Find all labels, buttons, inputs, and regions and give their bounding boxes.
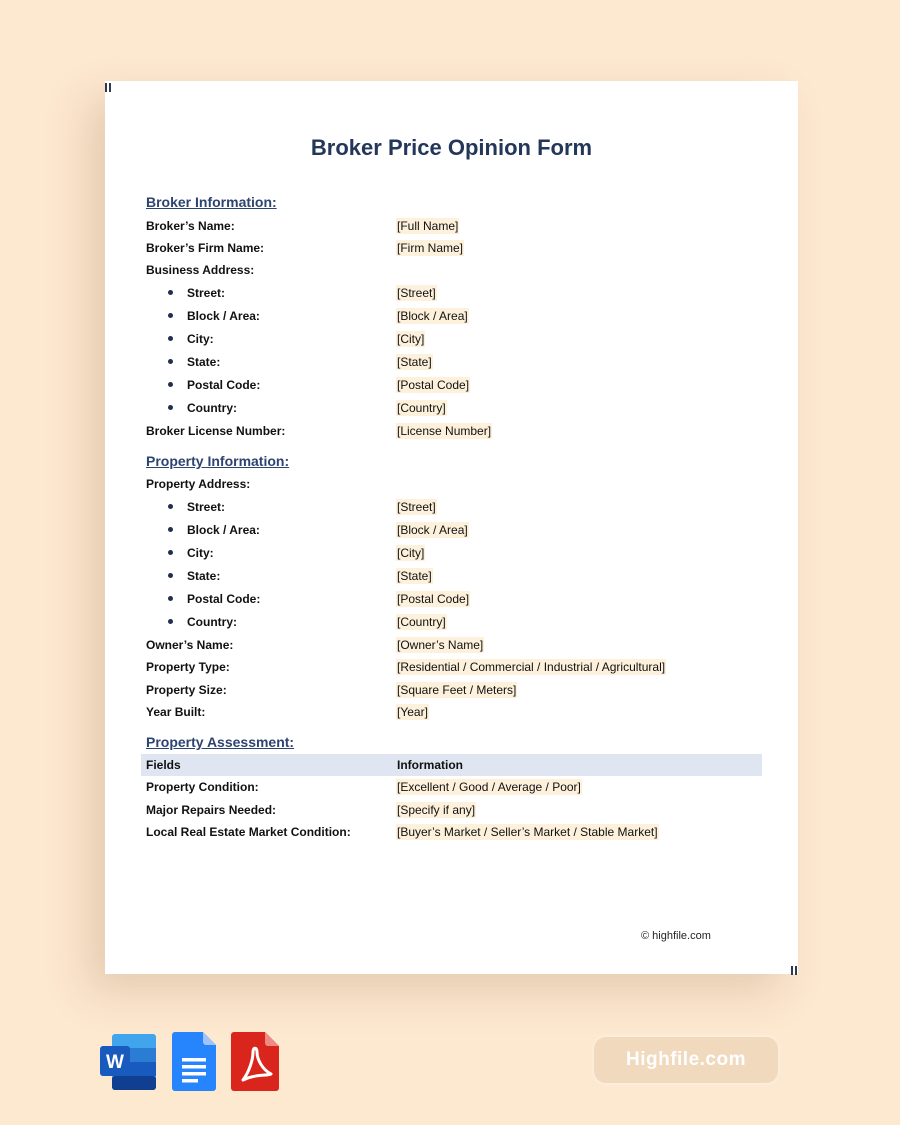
property-postal-row [141,588,762,610]
field-label: Postal Code: [187,378,261,392]
property-size-row [141,679,762,701]
broker-state-field[interactable]: [State] [397,355,432,369]
property-street-field[interactable]: [Street] [397,500,436,514]
field-label: Country: [187,401,237,415]
word-icon[interactable] [100,1030,158,1092]
property-type-row [141,656,762,678]
broker-license-field[interactable]: [License Number] [397,424,492,438]
broker-street-row [141,282,762,304]
bullet-icon [168,382,173,387]
field-label: Broker’s Firm Name: [146,241,265,255]
major-repairs-field[interactable]: [Specify if any] [397,803,476,817]
broker-postal-field[interactable]: [Postal Code] [397,378,470,392]
bullet-icon [168,596,173,601]
bullet-icon [168,550,173,555]
highfile-brand-badge[interactable]: Highfile.com [594,1037,778,1083]
field-label: Broker’s Name: [146,219,235,233]
broker-city-row [141,328,762,350]
field-label: Street: [187,286,226,300]
field-label: Street: [187,500,226,514]
property-state-field[interactable]: [State] [397,569,432,583]
field-label: State: [187,355,221,369]
broker-section-heading: Broker Information: [146,194,277,210]
svg-text:W: W [106,1052,124,1073]
market-condition-field[interactable]: [Buyer’s Market / Seller’s Market / Stable Market] [397,825,658,839]
property-type-field[interactable]: [Residential / Commercial / Industrial / Agricultural] [397,660,666,674]
bullet-icon [168,336,173,341]
field-label: Country: [187,615,237,629]
broker-country-field[interactable]: [Country] [397,401,446,415]
broker-firm-row [141,237,762,259]
property-country-field[interactable]: [Country] [397,615,446,629]
column-header-fields: Fields [146,758,181,772]
broker-name-row [141,215,762,237]
field-label: Property Condition: [146,780,259,794]
bullet-icon [168,619,173,624]
field-label: Block / Area: [187,523,260,537]
broker-country-row [141,397,762,419]
bullet-icon [168,573,173,578]
field-label: Property Address: [146,477,251,491]
market-condition-row [141,821,762,843]
document-page [105,81,798,974]
document-title: Broker Price Opinion Form [310,135,593,160]
property-size-field[interactable]: [Square Feet / Meters] [397,683,517,697]
field-label: State: [187,569,221,583]
assessment-table-header [141,754,762,776]
field-label: Block / Area: [187,309,260,323]
broker-state-row [141,351,762,373]
assessment-section-heading: Property Assessment: [146,734,295,750]
broker-license-row [141,420,762,442]
property-city-field[interactable]: [City] [397,546,425,560]
field-label: Owner’s Name: [146,638,234,652]
property-block-field[interactable]: [Block / Area] [397,523,468,537]
field-label: Postal Code: [187,592,261,606]
property-condition-field[interactable]: [Excellent / Good / Average / Poor] [397,780,581,794]
field-label: City: [187,546,214,560]
property-address-row [141,473,762,495]
bullet-icon [168,313,173,318]
owner-name-field[interactable]: [Owner’s Name] [397,638,484,652]
broker-name-field[interactable]: [Full Name] [397,219,459,233]
business-address-row [141,259,762,281]
property-street-row [141,496,762,518]
property-state-row [141,565,762,587]
owner-name-row [141,634,762,656]
bullet-icon [168,405,173,410]
corner-mark-bottom-right [791,966,798,975]
field-label: Property Type: [146,660,230,674]
broker-block-row [141,305,762,327]
copyright-notice: © highfile.com [641,930,711,942]
field-label: Business Address: [146,263,255,277]
field-label: Broker License Number: [146,424,286,438]
field-label: Local Real Estate Market Condition: [146,825,351,839]
bullet-icon [168,527,173,532]
field-label: Property Size: [146,683,227,697]
pdf-icon[interactable] [231,1030,281,1092]
broker-firm-field[interactable]: [Firm Name] [397,241,463,255]
year-built-field[interactable]: [Year] [397,705,428,719]
property-condition-row [141,776,762,798]
property-country-row [141,611,762,633]
broker-city-field[interactable]: [City] [397,332,425,346]
major-repairs-row [141,799,762,821]
broker-street-field[interactable]: [Street] [397,286,436,300]
bullet-icon [168,290,173,295]
property-block-row [141,519,762,541]
field-label: Major Repairs Needed: [146,803,277,817]
bullet-icon [168,359,173,364]
broker-block-field[interactable]: [Block / Area] [397,309,468,323]
property-section-heading: Property Information: [146,453,290,469]
field-label: Year Built: [146,705,206,719]
broker-postal-row [141,374,762,396]
bullet-icon [168,504,173,509]
property-postal-field[interactable]: [Postal Code] [397,592,470,606]
property-city-row [141,542,762,564]
year-built-row [141,701,762,723]
column-header-information: Information [397,758,463,772]
corner-mark-top-left [105,83,112,92]
field-label: City: [187,332,214,346]
google-docs-icon[interactable] [172,1030,218,1092]
